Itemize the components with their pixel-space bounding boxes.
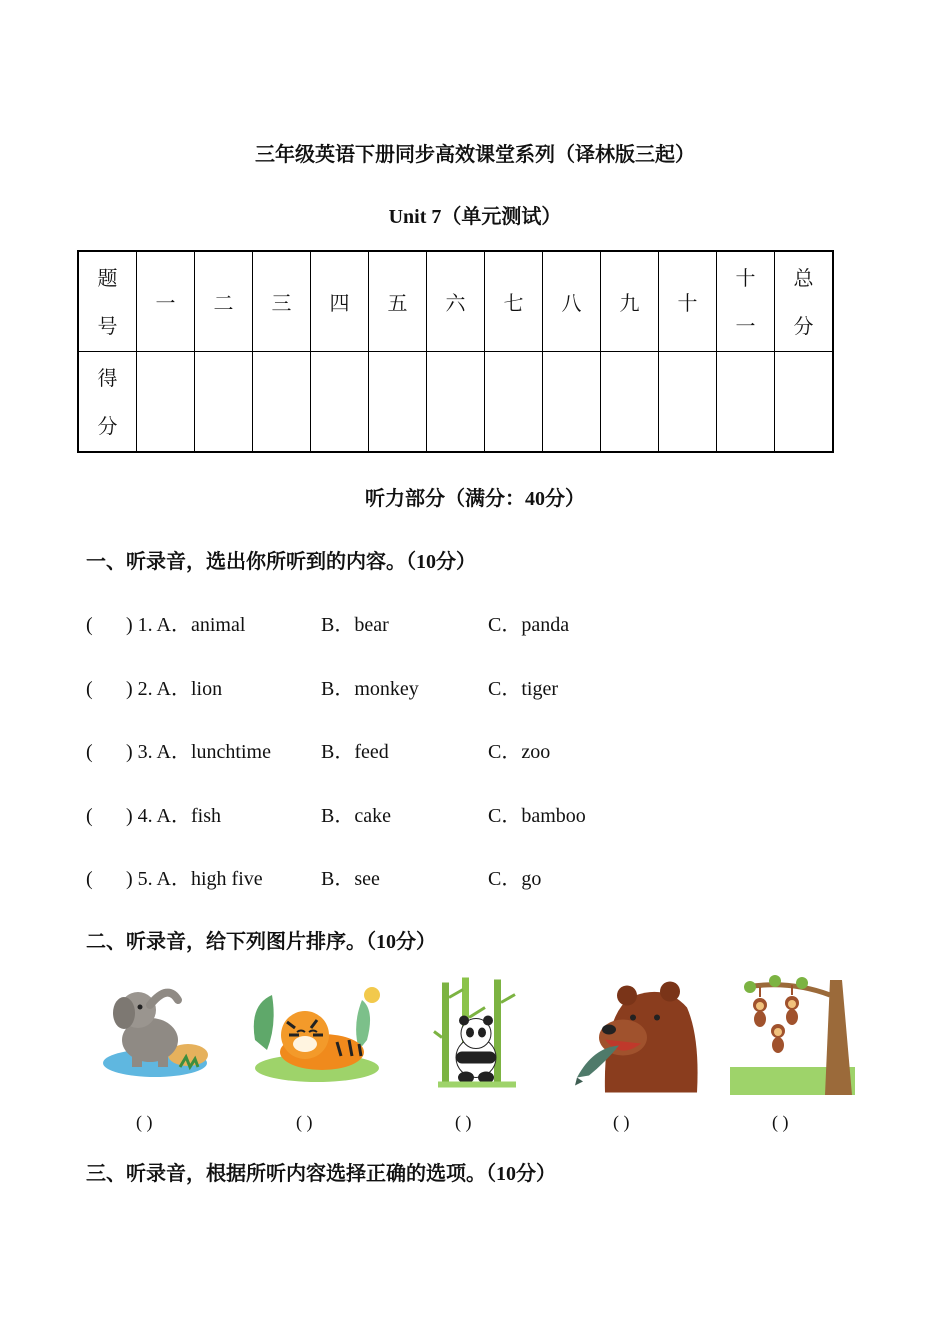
score-cell[interactable]	[253, 352, 311, 453]
section3-title: 三、听录音，根据所听内容选择正确的选项。（10分）	[86, 1163, 556, 1185]
series-title: 三年级英语下册同步高效课堂系列（译林版三起）	[255, 144, 695, 166]
monkeys-image	[730, 975, 855, 1095]
order-blank[interactable]: ( )	[772, 1112, 789, 1132]
question-row	[86, 862, 263, 891]
column-header: 九	[601, 251, 659, 352]
question-row	[86, 799, 221, 828]
column-header-total: 总 分	[775, 251, 834, 352]
answer-blank[interactable]: (	[86, 678, 93, 700]
column-header: 三	[253, 251, 311, 352]
order-blank[interactable]: ( )	[136, 1112, 153, 1132]
question-option-c: C．tiger	[488, 678, 558, 700]
score-cell[interactable]	[195, 352, 253, 453]
score-cell[interactable]	[717, 352, 775, 453]
column-header: 七	[485, 251, 543, 352]
answer-blank[interactable]: (	[86, 741, 93, 763]
question-option-b: B．feed	[321, 741, 389, 763]
question-option-c: C．zoo	[488, 741, 551, 763]
question-option-a: ) 5. A．high five	[126, 868, 263, 890]
header-label-cell: 题 号	[78, 251, 137, 352]
elephant-image	[100, 975, 215, 1095]
question-option-b: B．cake	[321, 805, 391, 827]
score-cell[interactable]	[601, 352, 659, 453]
score-table	[77, 250, 834, 453]
answer-blank[interactable]: (	[86, 868, 93, 890]
section2-title: 二、听录音，给下列图片排序。（10分）	[86, 931, 436, 953]
listening-header: 听力部分（满分：40分）	[365, 488, 585, 510]
order-blank[interactable]: ( )	[455, 1112, 472, 1132]
question-option-a: ) 3. A．lunchtime	[126, 741, 271, 763]
question-option-b: B．monkey	[321, 678, 419, 700]
score-cell[interactable]	[775, 352, 834, 453]
score-cell[interactable]	[659, 352, 717, 453]
column-header: 四	[311, 251, 369, 352]
tiger-image	[247, 975, 387, 1095]
column-header: 一	[137, 251, 195, 352]
question-option-a: ) 1. A．animal	[126, 614, 246, 636]
column-header: 六	[427, 251, 485, 352]
unit-title: Unit 7（单元测试）	[388, 206, 562, 228]
order-blank[interactable]: ( )	[296, 1112, 313, 1132]
score-cell[interactable]	[543, 352, 601, 453]
question-option-c: C．go	[488, 868, 542, 890]
score-cell[interactable]	[137, 352, 195, 453]
bear-image	[575, 975, 700, 1095]
column-header: 二	[195, 251, 253, 352]
question-option-b: B．bear	[321, 614, 389, 636]
column-header: 十 一	[717, 251, 775, 352]
score-cell[interactable]	[369, 352, 427, 453]
question-row	[86, 735, 271, 764]
score-table-score-row	[78, 352, 833, 453]
question-option-a: ) 2. A．lion	[126, 678, 223, 700]
column-header: 八	[543, 251, 601, 352]
score-label-cell: 得 分	[78, 352, 137, 453]
panda-image	[432, 975, 522, 1095]
score-cell[interactable]	[485, 352, 543, 453]
order-blank[interactable]: ( )	[613, 1112, 630, 1132]
question-option-a: ) 4. A．fish	[126, 805, 221, 827]
question-option-c: C．panda	[488, 614, 570, 636]
question-option-b: B．see	[321, 868, 380, 890]
score-table-header-row	[78, 251, 833, 352]
column-header: 五	[369, 251, 427, 352]
score-cell[interactable]	[427, 352, 485, 453]
question-row	[86, 608, 245, 637]
answer-blank[interactable]: (	[86, 805, 93, 827]
score-cell[interactable]	[311, 352, 369, 453]
section1-title: 一、听录音，选出你所听到的内容。（10分）	[86, 551, 476, 573]
column-header: 十	[659, 251, 717, 352]
question-row	[86, 672, 222, 701]
answer-blank[interactable]: (	[86, 614, 93, 636]
question-option-c: C．bamboo	[488, 805, 586, 827]
